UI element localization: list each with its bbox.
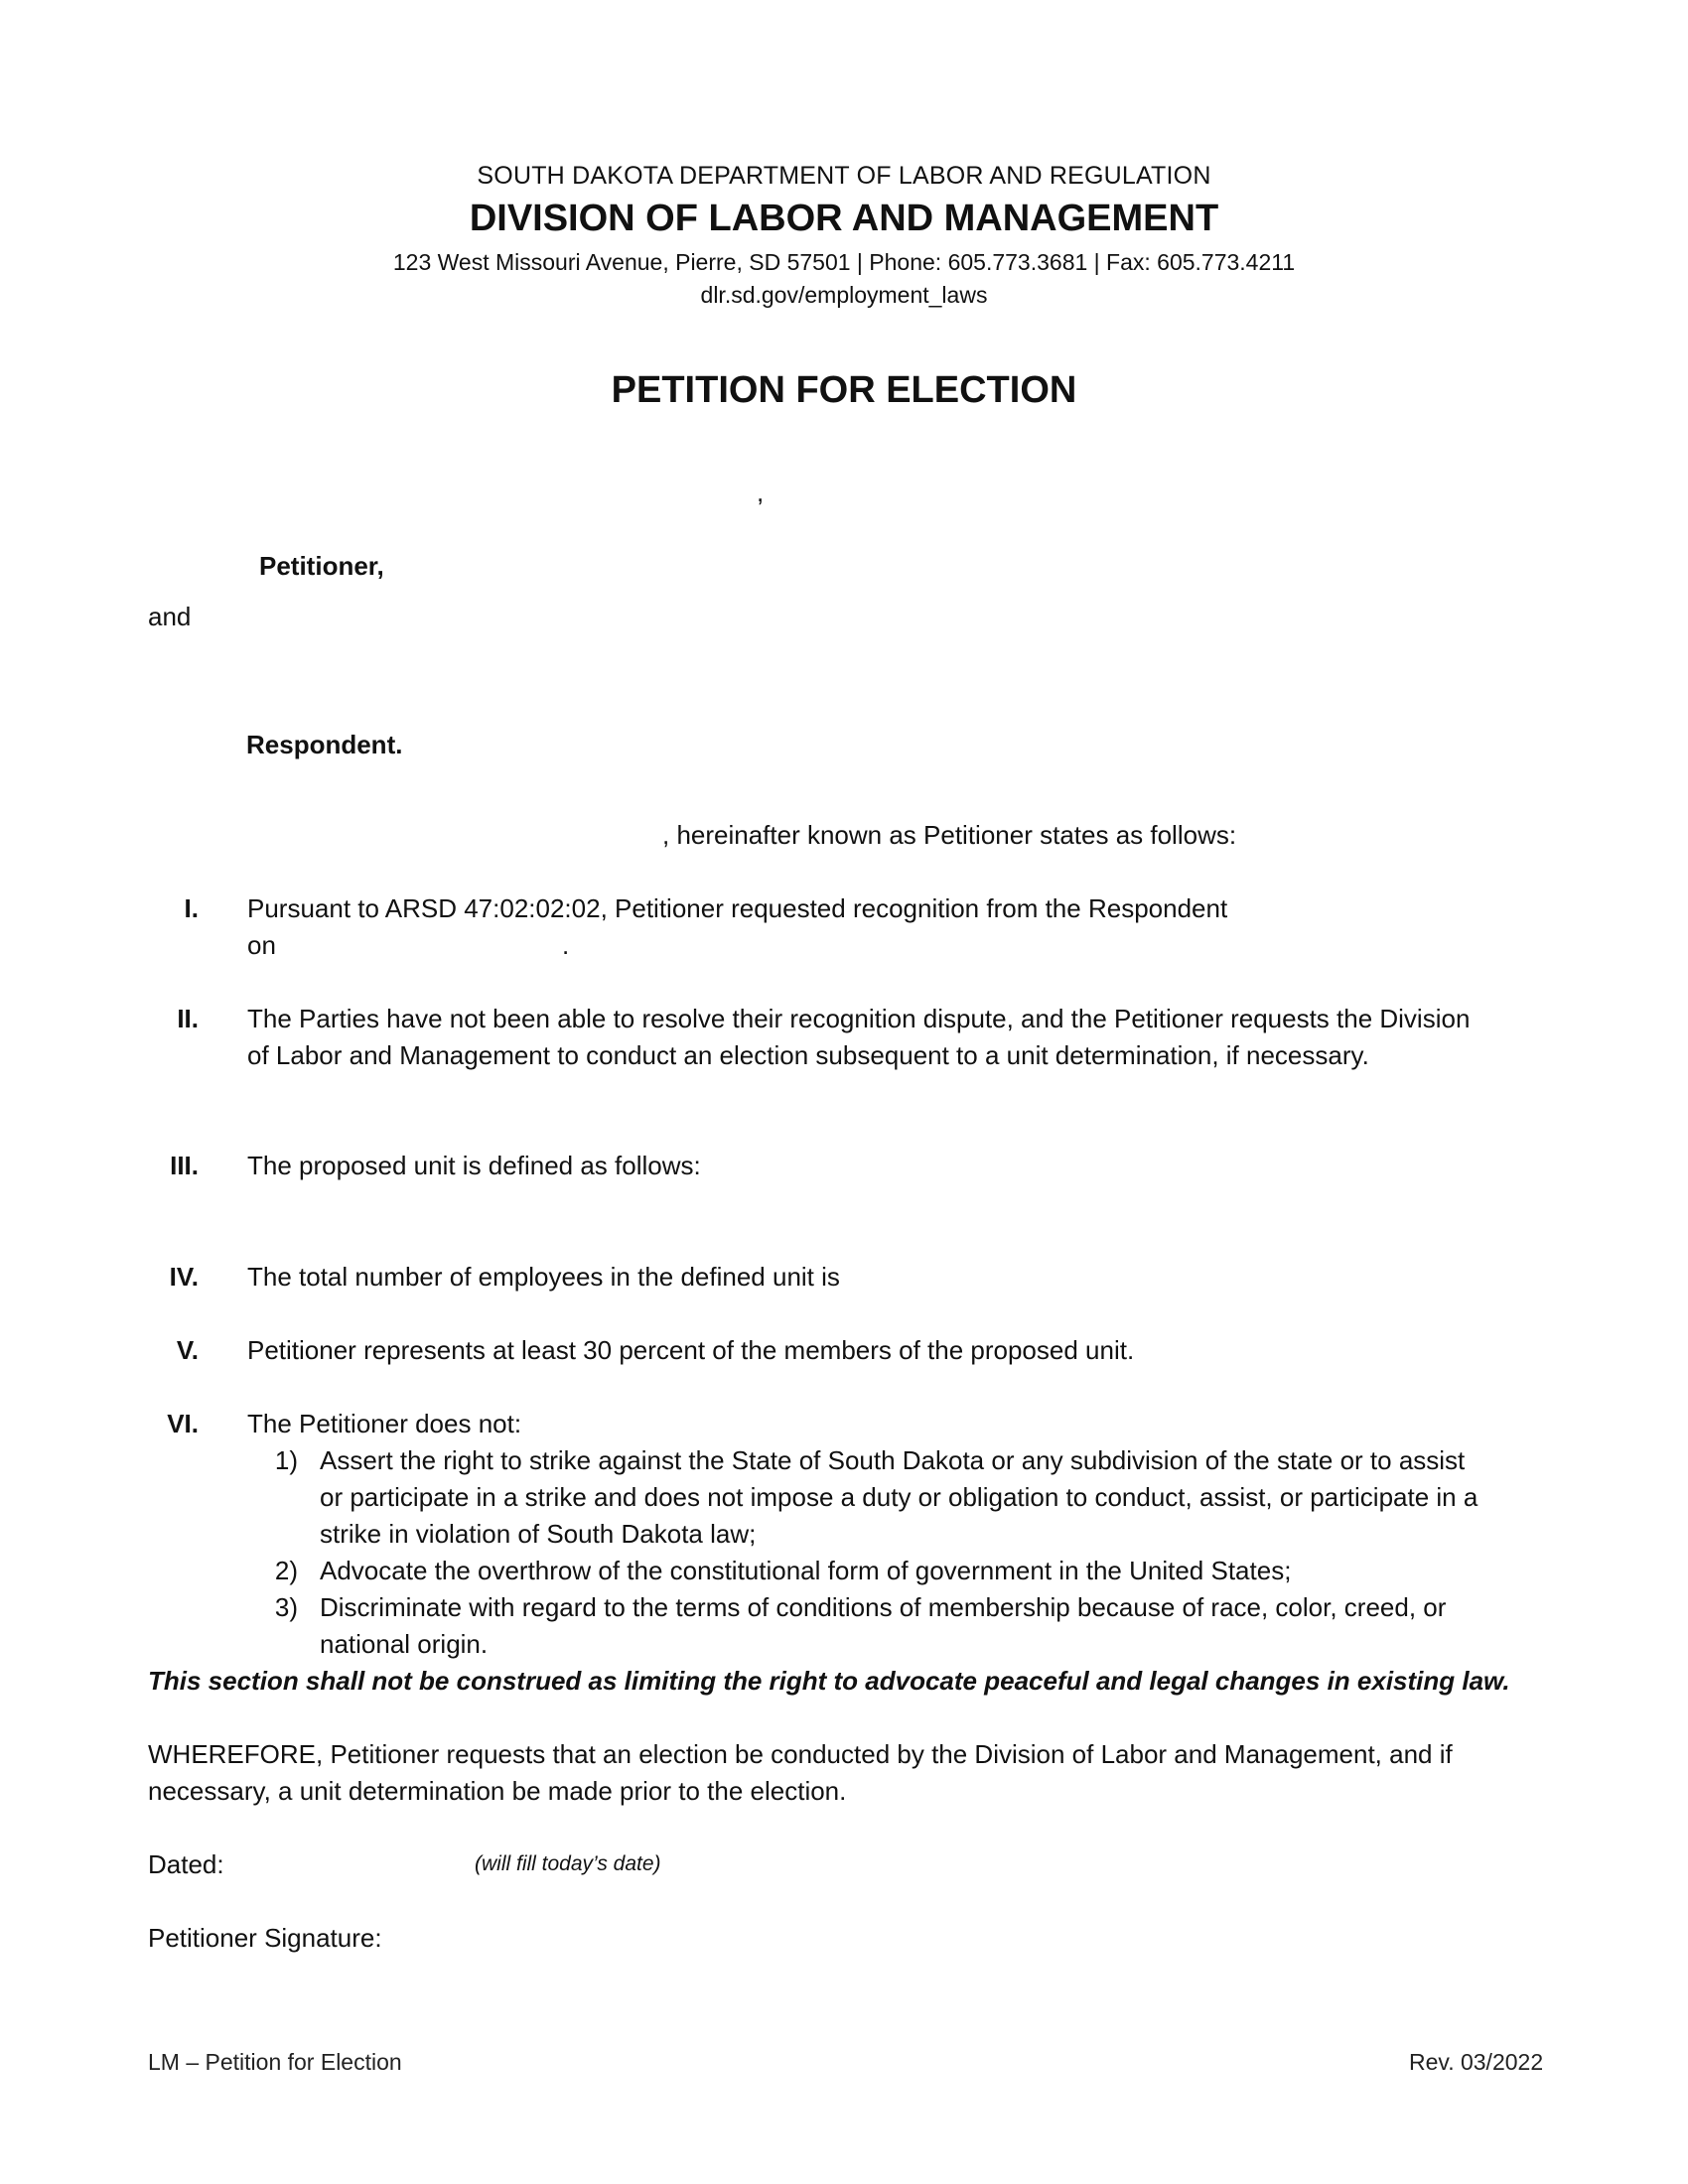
section-numeral: III. [170,1151,199,1180]
petitioner-label: Petitioner, [259,551,384,581]
condition-number: 1) [274,1445,298,1475]
section-numeral: V. [176,1335,199,1365]
caption-comma: , [757,478,765,507]
condition-text: Advocate the overthrow of the constitutional form of government in the United States; [320,1556,1292,1585]
section-text-period: . [562,930,570,960]
condition-text: Discriminate with regard to the terms of conditions of membership because of race, color, creed, or national origin. [320,1592,1447,1659]
wherefore-clause: WHEREFORE, Petitioner requests that an election be conducted by the Division of Labor and Management, and if necessary, a unit determination be made prior to the election. [148,1739,1453,1806]
dated-hint: (will fill today’s date) [475,1852,661,1875]
footer-form-name: LM – Petition for Election [148,2049,402,2075]
section-text: Pursuant to ARSD 47:02:02:02, Petitioner requested recognition from the Respondent [247,893,1228,923]
agency-name: SOUTH DAKOTA DEPARTMENT OF LABOR AND REGULATION [477,162,1211,190]
contact-address: 123 West Missouri Avenue, Pierre, SD 57501 | Phone: 605.773.3681 | Fax: 605.773.4211 [392,249,1296,275]
condition-number: 2) [274,1556,298,1585]
section-text: Petitioner represents at least 30 percent of the members of the proposed unit. [247,1335,1135,1365]
condition-text: Assert the right to strike against the State of South Dakota or any subdivision of the state or to assist or participate in a strike and does not impose a duty or obligation to conduct, assist, or participate in a strike in violation of South Dakota law; [320,1445,1478,1549]
condition-number: 3) [274,1592,298,1622]
footer-revision: Rev. 03/2022 [1409,2049,1544,2075]
and-label: and [148,602,192,631]
section-text: The proposed unit is defined as follows: [247,1151,701,1180]
website-link[interactable]: dlr.sd.gov/employment_laws [700,282,988,308]
section-numeral: VI. [167,1409,199,1438]
intro-statement: , hereinafter known as Petitioner states as follows: [662,820,1237,850]
section-text-continued: on [247,930,276,960]
section-text: The Petitioner does not: [247,1409,522,1438]
section-text: The total number of employees in the defined unit is [247,1262,840,1292]
dated-label: Dated: [148,1849,224,1879]
division-name: DIVISION OF LABOR AND MANAGEMENT [469,198,1219,239]
section-numeral: II. [177,1004,199,1033]
page-title: PETITION FOR ELECTION [611,369,1077,411]
limitation-note: This section shall not be construed as limiting the right to advocate peaceful and legal changes in existing law. [148,1666,1510,1696]
section-numeral: I. [184,893,199,923]
section-text: The Parties have not been able to resolve their recognition dispute, and the Petitioner requests the Division of Labor and Management to conduct an election subsequent to a unit determination, if necessary. [247,1004,1471,1070]
respondent-label: Respondent. [246,730,403,759]
section-numeral: IV. [169,1262,199,1292]
signature-label: Petitioner Signature: [148,1923,382,1953]
